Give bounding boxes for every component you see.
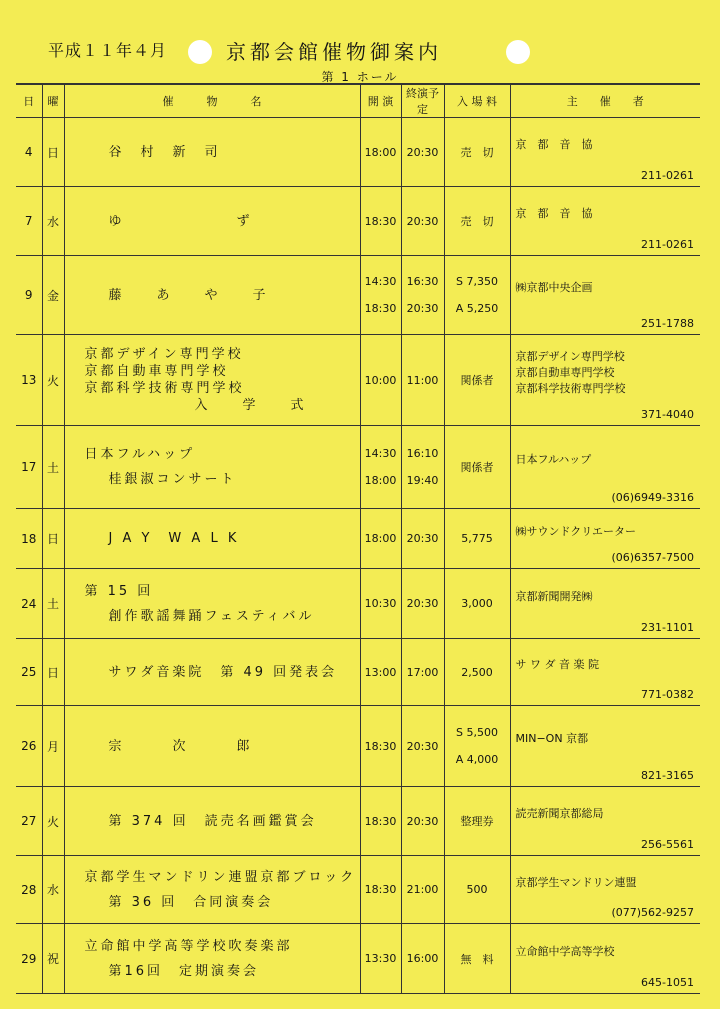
event-start: [360, 509, 401, 569]
col-weekday: 曜: [42, 84, 64, 118]
event-organizer: [510, 335, 700, 426]
organizer-phone: 256-5561: [641, 838, 694, 851]
event-organizer: [510, 856, 700, 924]
event-name-line: J A Y W A L K: [108, 531, 240, 546]
event-name-line: ゆ ず: [108, 213, 253, 229]
binder-hole-right: [506, 40, 530, 64]
cell-line: 10:00: [364, 373, 397, 387]
cell-line: 売 切: [460, 215, 494, 228]
event-price: [444, 639, 510, 706]
event-weekday: 火: [42, 335, 64, 426]
cell-line: 3,000: [461, 597, 493, 610]
cell-line: 14:30: [364, 447, 397, 460]
event-end: [401, 856, 444, 924]
event-start: [360, 639, 401, 706]
cell-line: 18:00: [364, 474, 397, 487]
event-organizer: [510, 639, 700, 706]
event-name-line: 京都科学技術専門学校: [84, 381, 245, 396]
organizer-names: [516, 348, 695, 412]
event-day: 26: [16, 706, 42, 787]
event-name-line: サワダ音楽院 第 49 回発表会: [108, 664, 338, 680]
event-name: [64, 924, 360, 994]
event-name-line: 京都自動車専門学校: [84, 364, 229, 379]
cell-line: 13:00: [364, 665, 397, 679]
table-header: [16, 84, 700, 118]
event-organizer: [510, 569, 700, 639]
event-end: [401, 426, 444, 509]
cell-line: 19:40: [406, 474, 439, 487]
cell-line: 18:30: [364, 214, 397, 228]
event-price: [444, 335, 510, 426]
table-row: [16, 706, 700, 787]
event-day: 24: [16, 569, 42, 639]
organizer-phone: 211-0261: [641, 238, 694, 251]
organizer-phone: 771-0382: [641, 688, 694, 701]
event-name: [64, 509, 360, 569]
hall-name: 第 1 ホール: [321, 70, 399, 84]
cell-line: 20:30: [406, 302, 439, 315]
event-end: [401, 118, 444, 187]
event-end: [401, 509, 444, 569]
event-name-line: 創作歌謡舞踊フェスティバル: [108, 608, 315, 624]
event-name-line: 谷 村 新 司: [108, 144, 221, 160]
event-table: [16, 83, 700, 994]
table-row: [16, 787, 700, 856]
event-start: [360, 706, 401, 787]
cell-line: A 4,000: [455, 753, 499, 766]
event-name-line: 第 36 回 合同演奏会: [108, 894, 274, 910]
table-row: [16, 509, 700, 569]
organizer-name: 京 都 音 協: [515, 207, 593, 220]
event-price: [444, 509, 510, 569]
event-day: 17: [16, 426, 42, 509]
cell-line: 18:30: [364, 883, 397, 896]
cell-line: 20:30: [406, 739, 439, 753]
event-organizer: [510, 426, 700, 509]
table-row: [16, 118, 700, 187]
table-row: [16, 924, 700, 994]
cell-line: 18:30: [364, 739, 397, 753]
cell-line: 関係者: [460, 374, 494, 387]
event-weekday: 火: [42, 787, 64, 856]
organizer-names: [516, 136, 695, 168]
event-price: [444, 256, 510, 335]
event-name: [64, 706, 360, 787]
event-start: [360, 256, 401, 335]
event-name: [64, 256, 360, 335]
event-name: [64, 335, 360, 426]
event-organizer: [510, 509, 700, 569]
organizer-name: 読売新聞京都総局: [515, 807, 604, 820]
organizer-names: [516, 874, 695, 906]
event-price: [444, 569, 510, 639]
organizer-phone: 371-4040: [641, 408, 694, 421]
cell-line: 関係者: [460, 461, 494, 474]
event-price: [444, 426, 510, 509]
event-end: [401, 335, 444, 426]
table-row: [16, 335, 700, 426]
event-name: [64, 118, 360, 187]
organizer-phone: 251-1788: [641, 317, 694, 330]
cell-line: 無 料: [460, 952, 494, 966]
cell-line: 20:30: [406, 597, 439, 610]
organizer-name: 京都自動車専門学校: [515, 366, 615, 379]
organizer-names: [516, 805, 695, 837]
organizer-phone: 821-3165: [641, 769, 694, 782]
event-end: [401, 924, 444, 994]
event-weekday: 日: [42, 118, 64, 187]
event-weekday: 日: [42, 639, 64, 706]
organizer-name: サ ワ ダ 音 楽 院: [515, 658, 599, 671]
event-start: [360, 335, 401, 426]
organizer-names: [516, 205, 695, 237]
event-weekday: 土: [42, 426, 64, 509]
event-organizer: [510, 118, 700, 187]
organizer-names: [516, 588, 695, 620]
event-price: [444, 856, 510, 924]
organizer-names: [516, 656, 695, 688]
event-end: [401, 569, 444, 639]
cell-line: S 5,500: [456, 726, 498, 739]
event-weekday: 土: [42, 569, 64, 639]
cell-line: 13:30: [364, 952, 397, 965]
event-start: [360, 118, 401, 187]
organizer-name: ㈱京都中央企画: [515, 281, 593, 294]
organizer-names: [516, 451, 695, 483]
event-name-line: 日本フルハップ: [84, 447, 196, 462]
cell-line: 18:30: [364, 302, 397, 315]
event-name-line: 第 374 回 読売名画鑑賞会: [108, 813, 317, 829]
organizer-name: 京都新聞開発㈱: [515, 589, 593, 603]
col-event: 催 物 名: [64, 84, 360, 118]
organizer-names: [516, 943, 695, 975]
event-price: [444, 924, 510, 994]
cell-line: 2,500: [461, 665, 493, 679]
cell-line: 20:30: [406, 814, 439, 828]
organizer-name: 日本フルハップ: [515, 453, 592, 466]
organizer-names: [516, 523, 695, 555]
event-day: 27: [16, 787, 42, 856]
cell-line: 11:00: [406, 373, 439, 387]
col-organizer: 主 催 者: [510, 84, 700, 118]
organizer-phone: (06)6357-7500: [611, 551, 694, 564]
event-name: [64, 856, 360, 924]
event-day: 4: [16, 118, 42, 187]
organizer-name: 京都デザイン専門学校: [515, 350, 625, 363]
event-organizer: [510, 706, 700, 787]
event-name-line: 京都学生マンドリン連盟京都ブロック: [84, 869, 357, 885]
event-start: [360, 569, 401, 639]
table-row: [16, 256, 700, 335]
organizer-phone: (077)562-9257: [611, 906, 694, 919]
cell-line: 14:30: [364, 275, 397, 288]
organizer-name: ㈱サウンドクリエーター: [515, 524, 637, 538]
event-start: [360, 924, 401, 994]
table-row: [16, 187, 700, 256]
cell-line: 18:00: [364, 145, 397, 159]
event-name-line: 第16回 定期演奏会: [108, 963, 260, 979]
event-start: [360, 787, 401, 856]
event-start: [360, 426, 401, 509]
organizer-phone: (06)6949-3316: [611, 491, 694, 504]
table-row: [16, 856, 700, 924]
col-end: 終演予定: [401, 84, 444, 118]
event-day: 25: [16, 639, 42, 706]
event-weekday: 祝: [42, 924, 64, 994]
organizer-phone: 231-1101: [641, 621, 694, 634]
cell-line: 17:00: [406, 665, 439, 679]
event-price: [444, 118, 510, 187]
event-weekday: 水: [42, 856, 64, 924]
cell-line: 整理券: [460, 815, 494, 828]
event-name-line: 藤 あ や 子: [108, 287, 269, 303]
event-name-line: 立命館中学高等学校吹奏楽部: [84, 938, 293, 954]
organizer-name: 立命館中学高等学校: [515, 944, 615, 958]
event-price: [444, 787, 510, 856]
table-row: [16, 639, 700, 706]
event-organizer: [510, 256, 700, 335]
cell-line: 18:30: [364, 814, 397, 828]
event-day: 18: [16, 509, 42, 569]
col-day: 日: [16, 84, 42, 118]
event-end: [401, 639, 444, 706]
organizer-names: [516, 279, 695, 311]
event-name: [64, 787, 360, 856]
organizer-name: 京 都 音 協: [515, 138, 593, 151]
cell-line: 10:30: [364, 597, 397, 610]
event-end: [401, 706, 444, 787]
event-start: [360, 856, 401, 924]
cell-line: S 7,350: [456, 275, 498, 288]
col-start: 開 演: [360, 84, 401, 118]
event-end: [401, 256, 444, 335]
organizer-phone: 211-0261: [641, 169, 694, 182]
event-day: 13: [16, 335, 42, 426]
event-name-line: 京都デザイン専門学校: [84, 347, 244, 362]
event-price: [444, 187, 510, 256]
cell-line: 18:00: [364, 532, 397, 545]
table-row: [16, 426, 700, 509]
cell-line: 16:00: [406, 952, 439, 965]
organizer-name: MIN−ON 京都: [515, 732, 589, 745]
cell-line: 16:30: [406, 275, 439, 288]
event-day: 29: [16, 924, 42, 994]
organizer-name: 京都学生マンドリン連盟: [515, 875, 637, 889]
table-row: [16, 569, 700, 639]
cell-line: 売 切: [460, 146, 494, 159]
event-weekday: 日: [42, 509, 64, 569]
cell-line: 16:10: [406, 447, 439, 460]
event-name: [64, 426, 360, 509]
event-organizer: [510, 787, 700, 856]
event-name-line: 入 学 式: [194, 398, 307, 413]
event-end: [401, 787, 444, 856]
event-end: [401, 187, 444, 256]
era-date: 平成１１年４月: [48, 41, 168, 60]
page-title: 京都会館催物御案内: [226, 40, 442, 64]
event-name-line: 宗 次 郎: [108, 738, 253, 754]
cell-line: A 5,250: [455, 302, 499, 315]
event-weekday: 水: [42, 187, 64, 256]
binder-hole-left: [188, 40, 212, 64]
event-weekday: 金: [42, 256, 64, 335]
cell-line: 20:30: [406, 532, 439, 545]
event-name: [64, 639, 360, 706]
event-organizer: [510, 187, 700, 256]
cell-line: 20:30: [406, 145, 439, 159]
event-day: 28: [16, 856, 42, 924]
event-day: 7: [16, 187, 42, 256]
event-start: [360, 187, 401, 256]
event-weekday: 月: [42, 706, 64, 787]
cell-line: 5,775: [461, 532, 493, 545]
event-name: [64, 187, 360, 256]
cell-line: 500: [466, 883, 488, 896]
event-day: 9: [16, 256, 42, 335]
col-price: 入 場 料: [444, 84, 510, 118]
event-price: [444, 706, 510, 787]
cell-line: 21:00: [406, 883, 439, 896]
event-name: [64, 569, 360, 639]
organizer-name: 京都科学技術専門学校: [515, 382, 626, 395]
event-name-line: 第 15 回: [84, 583, 154, 599]
organizer-names: [516, 730, 695, 762]
event-name-line: 桂銀淑コンサート: [108, 472, 237, 487]
organizer-phone: 645-1051: [641, 976, 694, 989]
cell-line: 20:30: [406, 214, 439, 228]
event-organizer: [510, 924, 700, 994]
